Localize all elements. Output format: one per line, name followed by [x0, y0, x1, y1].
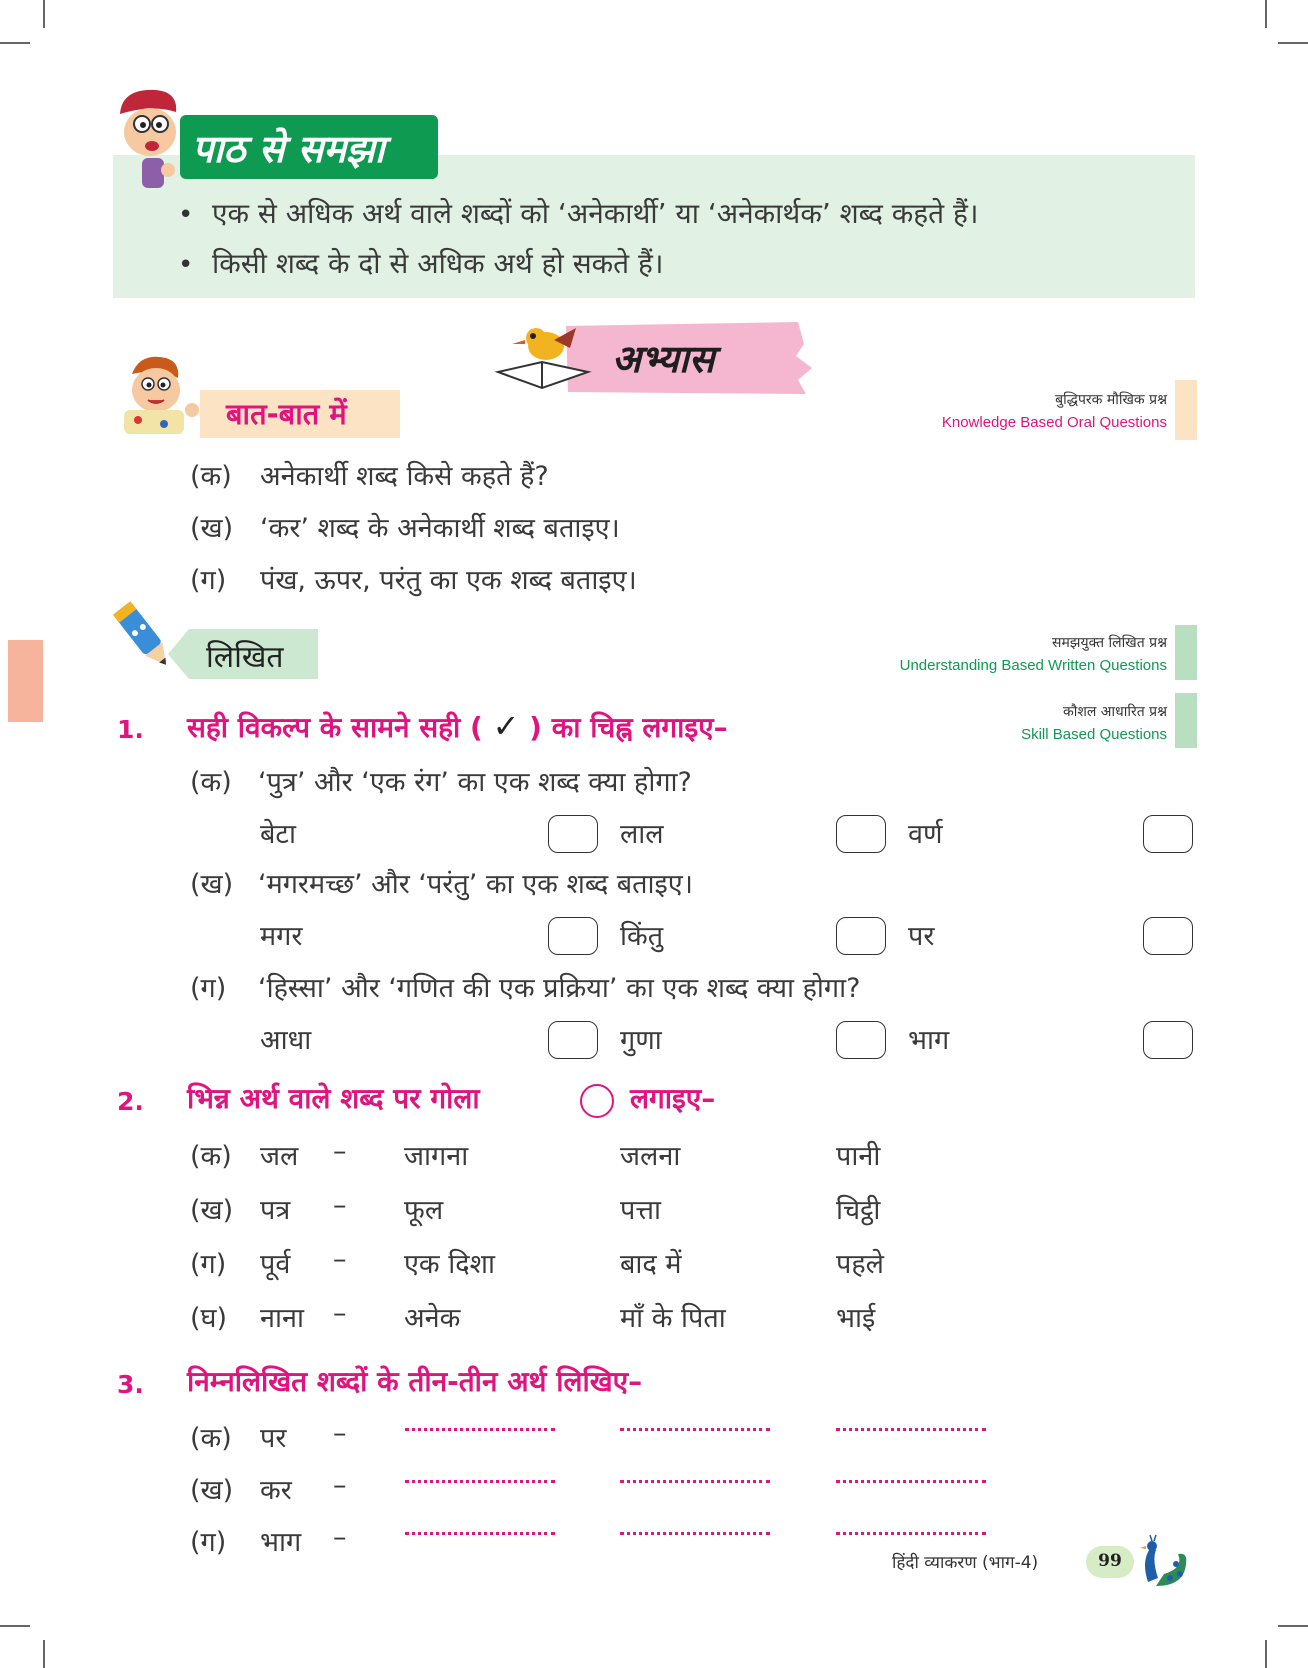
q3-c-blank-3[interactable] [836, 1532, 986, 1535]
q1-a-marker: (क) [190, 767, 232, 798]
q3-b-blank-1[interactable] [405, 1480, 555, 1483]
summary-point-1: एक से अधिक अर्थ वाले शब्दों को ‘अनेकार्थी’ या ‘अनेकार्थक’ शब्द कहते हैं। [212, 197, 979, 230]
q1-a-question: ‘पुत्र’ और ‘एक रंग’ का एक शब्द क्या होगा? [258, 767, 692, 798]
q2-b-dash: – [333, 1190, 347, 1221]
q2-b-word: पत्र [260, 1195, 291, 1226]
circle-icon [580, 1084, 614, 1118]
q1-b-question: ‘मगरमच्छ’ और ‘परंतु’ का एक शब्द बताइए। [258, 869, 693, 900]
q2-d-option-1[interactable]: अनेक [404, 1303, 461, 1334]
crop-mark [1265, 0, 1267, 28]
abhyas-title: अभ्यास [612, 337, 715, 381]
q3-a-word: पर [260, 1423, 287, 1454]
q3-c-marker: (ग) [190, 1527, 227, 1558]
q1-title-b: ) का चिह्न लगाइए– [529, 711, 728, 744]
summary-title: पाठ से समझा [192, 127, 385, 171]
q2-a-option-3[interactable]: पानी [836, 1141, 881, 1172]
crop-mark [1278, 42, 1308, 44]
crop-mark [43, 0, 45, 28]
q3-a-blank-1[interactable] [405, 1428, 555, 1431]
q1-b-option-1: मगर [260, 921, 303, 952]
bullet-1: • [178, 200, 194, 230]
q3-title: निम्नलिखित शब्दों के तीन-तीन अर्थ लिखिए– [187, 1365, 643, 1398]
baat-label-en: Knowledge Based Oral Questions [941, 414, 1167, 431]
q1-b-option-3: पर [908, 921, 935, 952]
baat-q-marker-2: (ख) [190, 513, 234, 544]
q2-c-option-1[interactable]: एक दिशा [404, 1249, 495, 1280]
baat-q-text-1: अनेकार्थी शब्द किसे कहते हैं? [260, 461, 549, 492]
q2-a-option-2[interactable]: जलना [620, 1141, 681, 1172]
q2-b-marker: (ख) [190, 1195, 234, 1226]
boy-cartoon-icon [112, 84, 192, 192]
q1-c-checkbox-1[interactable] [548, 1021, 598, 1059]
q1-number: 1. [117, 715, 144, 744]
page-number: 99 [1098, 1551, 1122, 1571]
q2-number: 2. [117, 1087, 144, 1116]
q2-d-word: नाना [260, 1303, 304, 1334]
q2-c-word: पूर्व [260, 1249, 291, 1280]
crop-mark [1278, 1625, 1308, 1627]
q3-c-word: भाग [260, 1527, 302, 1558]
q3-a-dash: – [333, 1418, 347, 1449]
q1-c-question: ‘हिस्सा’ और ‘गणित की एक प्रक्रिया’ का एक शब्द क्या होगा? [258, 973, 861, 1004]
baat-title: बात-बात में [226, 397, 347, 431]
q2-c-marker: (ग) [190, 1249, 227, 1280]
peacock-icon [1134, 1534, 1190, 1590]
q3-number: 3. [117, 1370, 144, 1399]
q2-d-marker: (घ) [190, 1303, 228, 1334]
q2-b-option-2[interactable]: पत्ता [620, 1195, 661, 1226]
crop-mark [0, 1625, 30, 1627]
crop-mark [43, 1640, 45, 1668]
q3-c-blank-2[interactable] [620, 1532, 770, 1535]
crop-mark [1265, 1640, 1267, 1668]
q3-b-dash: – [333, 1470, 347, 1501]
q1-a-checkbox-2[interactable] [836, 815, 886, 853]
q2-b-option-3[interactable]: चिट्ठी [836, 1195, 881, 1226]
skill-label-bar [1175, 693, 1197, 748]
baat-q-text-2: ‘कर’ शब्द के अनेकार्थी शब्द बताइए। [260, 513, 620, 544]
q3-b-blank-2[interactable] [620, 1480, 770, 1483]
baat-label-bar [1175, 380, 1197, 440]
boy-pointing-icon [118, 352, 204, 434]
likhit-label-hi: समझयुक्त लिखित प्रश्न [1052, 635, 1167, 651]
q1-a-option-1: बेटा [260, 819, 297, 850]
q1-c-checkbox-2[interactable] [836, 1021, 886, 1059]
q3-a-blank-3[interactable] [836, 1428, 986, 1431]
q1-c-option-1: आधा [260, 1025, 312, 1056]
side-tab [8, 640, 43, 722]
q1-a-option-3: वर्ण [908, 819, 943, 850]
q3-a-marker: (क) [190, 1423, 232, 1454]
q2-a-marker: (क) [190, 1141, 232, 1172]
bird-reading-icon [492, 318, 592, 392]
likhit-label-bar [1175, 625, 1197, 680]
likhit-title: लिखित [206, 640, 284, 675]
q2-title-b: लगाइए– [630, 1082, 716, 1115]
q1-b-checkbox-2[interactable] [836, 917, 886, 955]
q3-a-blank-2[interactable] [620, 1428, 770, 1431]
q3-b-blank-3[interactable] [836, 1480, 986, 1483]
q1-a-option-2: लाल [620, 819, 664, 850]
crop-mark [0, 42, 30, 44]
q2-c-option-3[interactable]: पहले [836, 1249, 884, 1280]
q1-title [187, 707, 728, 746]
baat-q-marker-3: (ग) [190, 565, 227, 596]
q3-b-marker: (ख) [190, 1475, 234, 1506]
likhit-label-en: Understanding Based Written Questions [899, 657, 1167, 674]
q1-a-checkbox-1[interactable] [548, 815, 598, 853]
q2-a-option-1[interactable]: जागना [404, 1141, 469, 1172]
q2-a-word: जल [260, 1141, 299, 1172]
q2-d-option-3[interactable]: भाई [836, 1303, 876, 1334]
q1-c-marker: (ग) [190, 973, 227, 1004]
q2-c-dash: – [333, 1244, 347, 1275]
baat-q-text-3: पंख, ऊपर, परंतु का एक शब्द बताइए। [260, 565, 637, 596]
tick-icon: ✓ [492, 707, 520, 745]
bullet-2: • [178, 250, 194, 280]
q1-c-checkbox-3[interactable] [1143, 1021, 1193, 1059]
q3-b-word: कर [260, 1475, 292, 1506]
footer-book-title: हिंदी व्याकरण (भाग-4) [892, 1553, 1039, 1573]
q2-c-option-2[interactable]: बाद में [620, 1249, 682, 1280]
q3-c-dash: – [333, 1522, 347, 1553]
q2-b-option-1[interactable]: फूल [404, 1195, 444, 1226]
skill-label-hi: कौशल आधारित प्रश्न [1062, 704, 1167, 720]
q1-title-a: सही विकल्प के सामने सही ( [187, 711, 483, 744]
q2-a-dash: – [333, 1136, 347, 1167]
skill-label-en: Skill Based Questions [1021, 726, 1167, 743]
baat-q-marker-1: (क) [190, 461, 232, 492]
summary-point-2: किसी शब्द के दो से अधिक अर्थ हो सकते हैं। [212, 247, 664, 280]
q3-c-blank-1[interactable] [405, 1532, 555, 1535]
q1-b-checkbox-1[interactable] [548, 917, 598, 955]
q1-b-option-2: किंतु [620, 921, 664, 952]
q2-d-option-2[interactable]: माँ के पिता [620, 1303, 726, 1334]
q2-d-dash: – [333, 1298, 347, 1329]
q1-b-marker: (ख) [190, 869, 234, 900]
q1-c-option-2: गुणा [620, 1025, 662, 1056]
q2-title-a: भिन्न अर्थ वाले शब्द पर गोला [187, 1082, 480, 1115]
pencil-icon [108, 594, 180, 676]
q1-b-checkbox-3[interactable] [1143, 917, 1193, 955]
baat-label-hi: बुद्धिपरक मौखिक प्रश्न [1055, 392, 1167, 408]
q1-c-option-3: भाग [908, 1025, 950, 1056]
q1-a-checkbox-3[interactable] [1143, 815, 1193, 853]
